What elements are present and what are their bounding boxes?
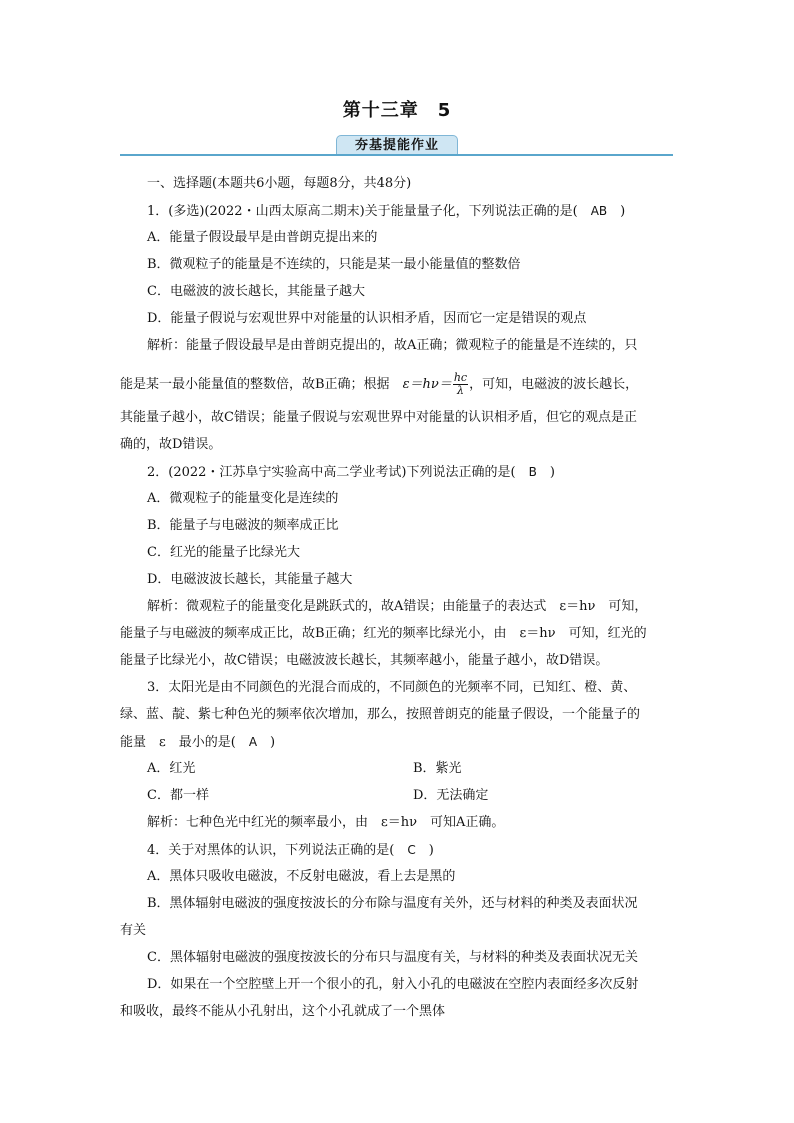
question-3-stem-line-2: 绿、蓝、靛、紫七种色光的频率依次增加，那么，按照普朗克的能量子假设，一个能量子的 [120, 707, 641, 722]
header-rule [120, 154, 673, 156]
question-4-option-b-line-2: 有关 [120, 923, 147, 938]
question-3-answer: A [248, 735, 258, 749]
question-2-option-a: A．微观粒子的能量变化是连续的 [147, 491, 339, 506]
question-4-option-d-line-2: 和吸收，最终不能从小孔射出，这个小孔就成了一个黑体 [120, 1004, 446, 1019]
formula-energy: ε＝hν＝ [402, 377, 452, 392]
question-3-stem-line-3: 能量 ε 最小的是( A ) [120, 735, 276, 750]
question-1-option-c: C．电磁波的波长越长，其能量子越大 [147, 284, 365, 299]
question-1-explanation-line-3: 其能量子越小，故C错误；能量子假说与宏观世界中对能量的认识相矛盾，但它的观点是正 [120, 410, 637, 425]
formula-fraction: $\frac{hc}{\lambda}$ [453, 371, 468, 397]
question-1-explanation-line-2: 能是某一最小能量值的整数倍，故B正确；根据 ε＝hν＝ $\frac{hc}{\lambda}$ ，可知，电磁波的波长越长， [120, 371, 639, 397]
question-1-explanation-line-1: 解析：能量子假设最早是由普朗克提出的，故A正确；微观粒子的能量是不连续的，只 [147, 338, 638, 353]
question-4-option-d-line-1: D．如果在一个空腔壁上开一个很小的孔，射入小孔的电磁波在空腔内表面经多次反射 [147, 977, 639, 992]
question-2-answer: B [528, 465, 537, 479]
question-3-explanation: 解析：七种色光中红光的频率最小，由 ε＝hν 可知A正确。 [147, 815, 505, 830]
question-1-option-a: A．能量子假设最早是由普朗克提出来的 [147, 230, 378, 245]
question-1-option-b: B．微观粒子的能量是不连续的，只能是某一最小能量值的整数倍 [147, 257, 521, 272]
question-2-stem: 2．(2022・江苏阜宁实验高中高二学业考试)下列说法正确的是( B ) [147, 465, 555, 480]
question-2-option-c: C．红光的能量子比绿光大 [147, 545, 300, 560]
question-2-option-d: D．电磁波波长越长，其能量子越大 [147, 572, 353, 587]
question-2-option-b: B．能量子与电磁波的频率成正比 [147, 518, 339, 533]
question-4-option-a: A．黑体只吸收电磁波，不反射电磁波，看上去是黑的 [147, 869, 456, 884]
question-4-answer: C [407, 843, 416, 857]
section-banner: 夯基提能作业 [336, 135, 458, 156]
question-2-explanation-line-2: 能量子与电磁波的频率成正比，故B正确；红光的频率比绿光小，由 ε＝hν 可知，红光的 [120, 626, 647, 641]
question-2-explanation-line-1: 解析：微观粒子的能量变化是跳跃式的，故A错误；由能量子的表达式 ε＝hν 可知， [147, 599, 648, 614]
question-1-explanation-line-4: 确的，故D错误。 [120, 437, 222, 452]
question-2-explanation-line-3: 能量子比绿光小，故C错误；电磁波波长越长，其频率越小，能量子越小，故D错误。 [120, 653, 609, 668]
section-heading: 一、选择题(本题共6小题，每题8分，共48分) [147, 176, 412, 191]
question-4-option-b-line-1: B．黑体辐射电磁波的强度按波长的分布除与温度有关外，还与材料的种类及表面状况 [147, 896, 638, 911]
question-1-stem: 1．(多选)(2022・山西太原高二期末)关于能量量子化，下列说法正确的是( AB ) [147, 204, 626, 219]
question-3-stem-line-1: 3．太阳光是由不同颜色的光混合而成的，不同颜色的光频率不同，已知红、橙、黄、 [147, 680, 637, 695]
question-4-stem: 4．关于对黑体的认识，下列说法正确的是( C ) [147, 843, 434, 858]
question-3-option-d: D．无法确定 [413, 788, 489, 803]
question-1-option-d: D．能量子假说与宏观世界中对能量的认识相矛盾，因而它一定是错误的观点 [147, 311, 587, 326]
question-4-option-c: C．黑体辐射电磁波的强度按波长的分布只与温度有关，与材料的种类及表面状况无关 [147, 950, 638, 965]
question-3-option-a: A．红光 [147, 761, 196, 776]
question-3-option-b: B．紫光 [413, 761, 462, 776]
question-3-option-c: C．都一样 [147, 788, 209, 803]
chapter-title: 第十三章 5 [342, 100, 452, 121]
question-1-answer: AB [590, 204, 608, 218]
